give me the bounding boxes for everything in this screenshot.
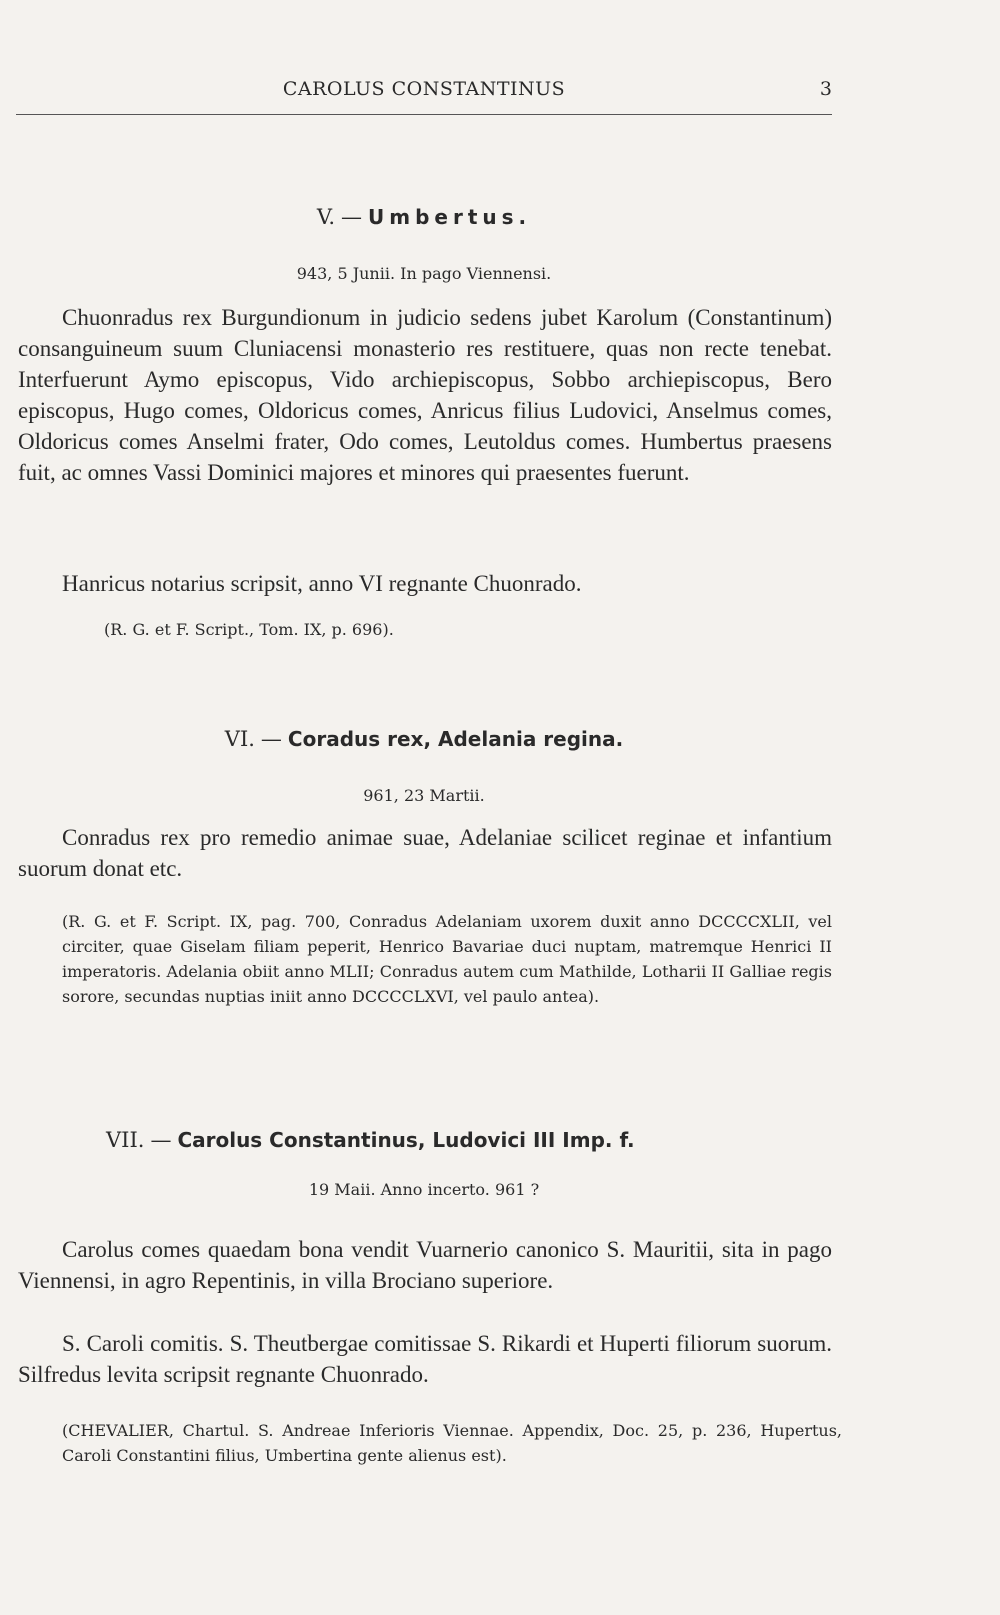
- header-rule: [16, 114, 832, 115]
- section-dash: —: [260, 727, 282, 751]
- section-paragraph: S. Caroli comitis. S. Theutbergae comitissae S. Rikardi et Huperti filiorum suorum. Silfredus levita scripsit regnante Chuonrado.: [18, 1331, 832, 1387]
- running-title: CAROLUS CONSTANTINUS: [282, 78, 566, 100]
- section-title: Carolus Constantinus, Ludovici III Imp. f.: [177, 1128, 635, 1152]
- section-heading-vi: [16, 727, 832, 751]
- section-dateline: 19 Maii. Anno incerto. 961 ?: [308, 1180, 540, 1199]
- page-number: 3: [819, 78, 832, 100]
- section-heading-vii: [106, 1128, 922, 1152]
- section-paragraph: Hanricus notarius scripsit, anno VI regnante Chuonrado.: [62, 571, 582, 596]
- section-title: Umbertus.: [368, 205, 532, 229]
- section-paragraph: Conradus rex pro remedio animae suae, Adelaniae scilicet reginae et infantium suorum donat etc.: [18, 825, 832, 881]
- section-dateline: 943, 5 Junii. In pago Viennensi.: [296, 264, 552, 283]
- section-number: V.: [316, 205, 336, 229]
- section-note: (CHEVALIER, Chartul. S. Andreae Inferioris Viennae. Appendix, Doc. 25, p. 236, Hupertus, Caroli Constantini filius, Umbertina gente alienus est).: [62, 1421, 842, 1465]
- section-citation: (R. G. et F. Script., Tom. IX, p. 696).: [104, 620, 394, 639]
- section-note: (R. G. et F. Script. IX, pag. 700, Conradus Adelaniam uxorem duxit anno DCCCCXLII, vel circiter, quae Giselam filiam peperit, Henrico Bavariae duci nuptam, matremque Henrici II imperatoris. Adelania obiit anno MLII; Conradus autem cum Mathilde, Lotharii II Galliae regis sorore, secundas nuptias iniit anno DCCCCLXVI, vel paulo antea).: [62, 912, 832, 1006]
- section-number: VI.: [224, 727, 255, 751]
- section-dateline: 961, 23 Martii.: [363, 786, 485, 805]
- section-paragraph: Chuonradus rex Burgundionum in judicio sedens jubet Karolum (Constantinum) consanguineum suum Cluniacensi monasterio res restituere, quas non recte tenebat. Interfuerunt Aymo episcopus, Vido archiepiscopus, Sobbo archiepiscopus, Bero episcopus, Hugo comes, Oldoricus comes, Anricus filius Ludovici, Anselmus comes, Oldoricus comes Anselmi frater, Odo comes, Leutoldus comes. Humbertus praesens fuit, ac omnes Vassi Dominici majores et minores qui praesentes fuerunt.: [18, 305, 832, 485]
- section-paragraph: Carolus comes quaedam bona vendit Vuarnerio canonico S. Mauritii, sita in pago Viennensi, in agro Repentinis, in villa Brociano superiore.: [18, 1237, 832, 1293]
- section-heading-v: [16, 205, 832, 229]
- section-number: VII.: [106, 1128, 145, 1152]
- section-dash: —: [341, 205, 363, 229]
- section-title: Coradus rex, Adelania regina.: [287, 727, 624, 751]
- section-dash: —: [150, 1128, 172, 1152]
- running-head: [16, 78, 832, 108]
